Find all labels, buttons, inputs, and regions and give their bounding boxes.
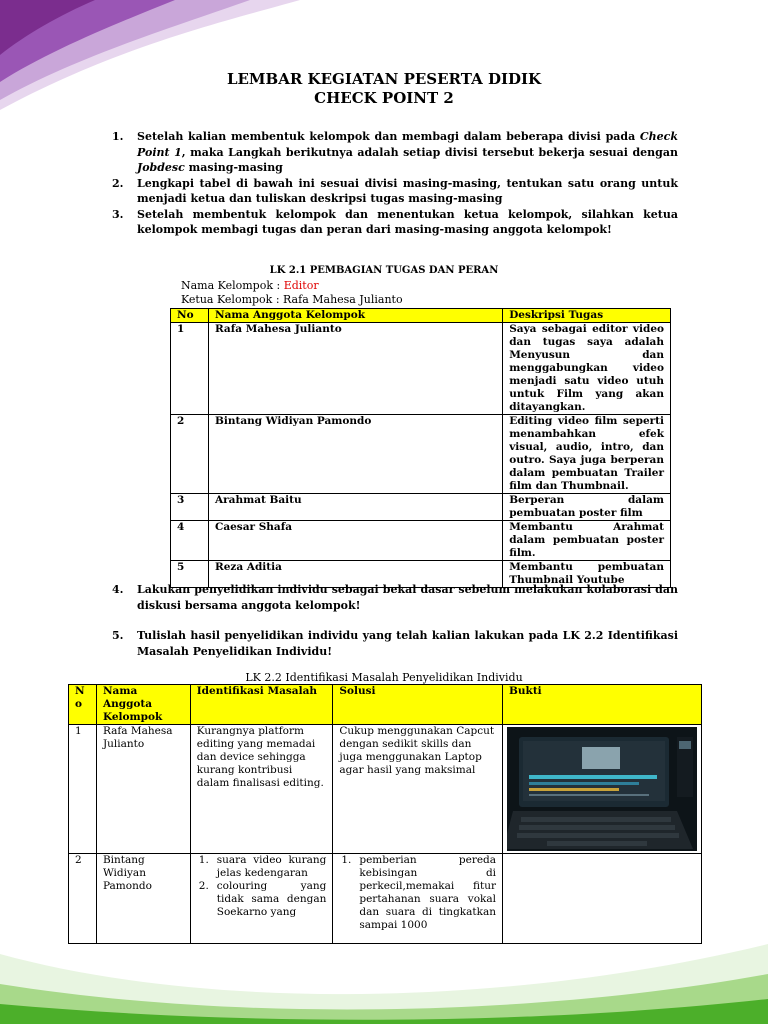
instruction-text: Lengkapi tabel di bawah ini sesuai divisi masing-masing, tentukan satu orang untuk menjadi ketua dan tuliskan deskripsi tugas masing-masing: [137, 176, 678, 205]
instruction-text: Setelah kalian membentuk kelompok dan membagi dalam beberapa divisi pada: [137, 130, 640, 143]
instruction-emphasis: Check Point 1: [137, 130, 678, 159]
table-row: [69, 725, 702, 854]
cell-problem: Kurangnya platform editing yang memadai dan device sehingga kurang kontribusi dalam finalisasi editing.: [190, 725, 333, 854]
cell-description: Editing video film seperti menambahkan efek visual, audio, intro, dan outro. Saya juga berperan dalam pembuatan Trailer film dan Thumbnail.: [503, 415, 671, 494]
table-row: [171, 323, 671, 415]
header-problem: Identifikasi Masalah: [190, 685, 333, 725]
problem-list: [195, 854, 327, 919]
cell-solution: Cukup menggunakan Capcut dengan sedikit skills dan juga menggunakan Laptop agar hasil yang maksimal: [333, 725, 503, 854]
laptop-editing-photo: [507, 727, 697, 851]
cell-no: 1: [171, 323, 209, 415]
instruction-item: [112, 628, 678, 659]
page-subtitle: CHECK POINT 2: [314, 89, 454, 107]
cell-solution: [333, 854, 503, 944]
cell-no: 5: [171, 561, 209, 588]
problem-identification-table: [68, 684, 702, 944]
cell-name: Arahmat Baitu: [208, 494, 502, 521]
solution-list: [337, 854, 496, 932]
instruction-item: [112, 582, 678, 613]
list-text: colouring yang tidak sama dengan Soekarno yang: [216, 880, 327, 918]
followup-instruction-list: [112, 582, 678, 659]
list-text: pemberian pereda kebisingan di perkecil,memakai fitur pertahanan suara vokal dan suara di tingkatkan sampai 1000: [359, 854, 497, 931]
table-header-row: [171, 309, 671, 323]
cell-evidence: [503, 725, 702, 854]
table-header-row: [69, 685, 702, 725]
table-row: [171, 521, 671, 561]
instruction-text: Lakukan penyelidikan individu sebagai bekal dasar sebelum melakukan kolaborasi dan diskusi bersama anggota kelompok!: [137, 583, 678, 612]
cell-problem: [190, 854, 333, 944]
instruction-text: masing-masing: [184, 161, 283, 174]
group-name-line: [181, 279, 319, 292]
cell-evidence: [503, 854, 702, 944]
list-number: 1.: [198, 854, 209, 866]
task-division-table: [170, 308, 671, 588]
cell-description: Berperan dalam pembuatan poster film: [503, 494, 671, 521]
instruction-item: [112, 176, 678, 207]
instruction-item: [112, 207, 678, 238]
header-no: No: [171, 309, 209, 323]
cell-description: Membantu pembuatan Thumbnail Youtube: [503, 561, 671, 588]
instruction-number: 5.: [112, 629, 124, 642]
instruction-number: 4.: [112, 583, 124, 596]
cell-no: 3: [171, 494, 209, 521]
group-name-label: Nama Kelompok :: [181, 279, 284, 292]
cell-no: 2: [171, 415, 209, 494]
list-item: [337, 854, 496, 932]
header-member-name: Nama Anggota Kelompok: [96, 685, 190, 725]
instruction-item: [112, 129, 678, 176]
header-solution: Solusi: [333, 685, 503, 725]
list-item: [195, 854, 327, 880]
cell-no: 2: [69, 854, 97, 944]
cell-name: Reza Aditia: [208, 561, 502, 588]
cell-description: Saya sebagai editor video dan tugas saya adalah Menyusun dan menggabungkan video menjadi satu video utuh untuk Film yang akan ditayangkan.: [503, 323, 671, 415]
instruction-number: 3.: [112, 207, 124, 221]
list-number: 2.: [198, 880, 209, 892]
cell-name: Caesar Shafa: [208, 521, 502, 561]
instruction-text: Setelah membentuk kelompok dan menentukan ketua kelompok, silahkan ketua kelompok membagi tugas dan peran dari masing-masing anggota kelompok!: [137, 207, 678, 236]
list-number: 1.: [341, 854, 352, 866]
header-task-description: Deskripsi Tugas: [503, 309, 671, 323]
header-member-name: Nama Anggota Kelompok: [208, 309, 502, 323]
cell-name: Rafa Mahesa Julianto: [96, 725, 190, 854]
cell-name: Rafa Mahesa Julianto: [208, 323, 502, 415]
page-title: LEMBAR KEGIATAN PESERTA DIDIK: [226, 70, 542, 88]
list-text: suara video kurang jelas kedengaran: [216, 854, 327, 879]
instruction-number: 1.: [112, 130, 124, 143]
table-row: [171, 494, 671, 521]
instruction-list: [112, 129, 678, 238]
table-row: [171, 415, 671, 494]
cell-name: Bintang Widiyan Pamondo: [96, 854, 190, 944]
cell-description: Membantu Arahmat dalam pembuatan poster film.: [503, 521, 671, 561]
lk1-title: LK 2.1 PEMBAGIAN TUGAS DAN PERAN: [269, 265, 499, 276]
lk2-title: LK 2.2 Identifikasi Masalah Penyelidikan Individu: [245, 671, 523, 684]
instruction-text: Tulislah hasil penyelidikan individu yang telah kalian lakukan pada LK 2.2 Identifikasi Masalah Penyelidikan Individu!: [137, 629, 678, 658]
group-name-value: Editor: [283, 279, 319, 292]
header-no: N o: [69, 685, 97, 725]
header-evidence: Bukti: [503, 685, 702, 725]
instruction-number: 2.: [112, 176, 124, 190]
instruction-text: , maka Langkah berikutnya adalah setiap divisi tersebut bekerja sesuai dengan: [181, 145, 678, 159]
cell-no: 4: [171, 521, 209, 561]
group-leader-line: Ketua Kelompok : Rafa Mahesa Julianto: [181, 293, 403, 306]
cell-no: 1: [69, 725, 97, 854]
cell-name: Bintang Widiyan Pamondo: [208, 415, 502, 494]
table-row: [69, 854, 702, 944]
list-item: [195, 880, 327, 919]
instruction-emphasis: Jobdesc: [137, 161, 185, 174]
